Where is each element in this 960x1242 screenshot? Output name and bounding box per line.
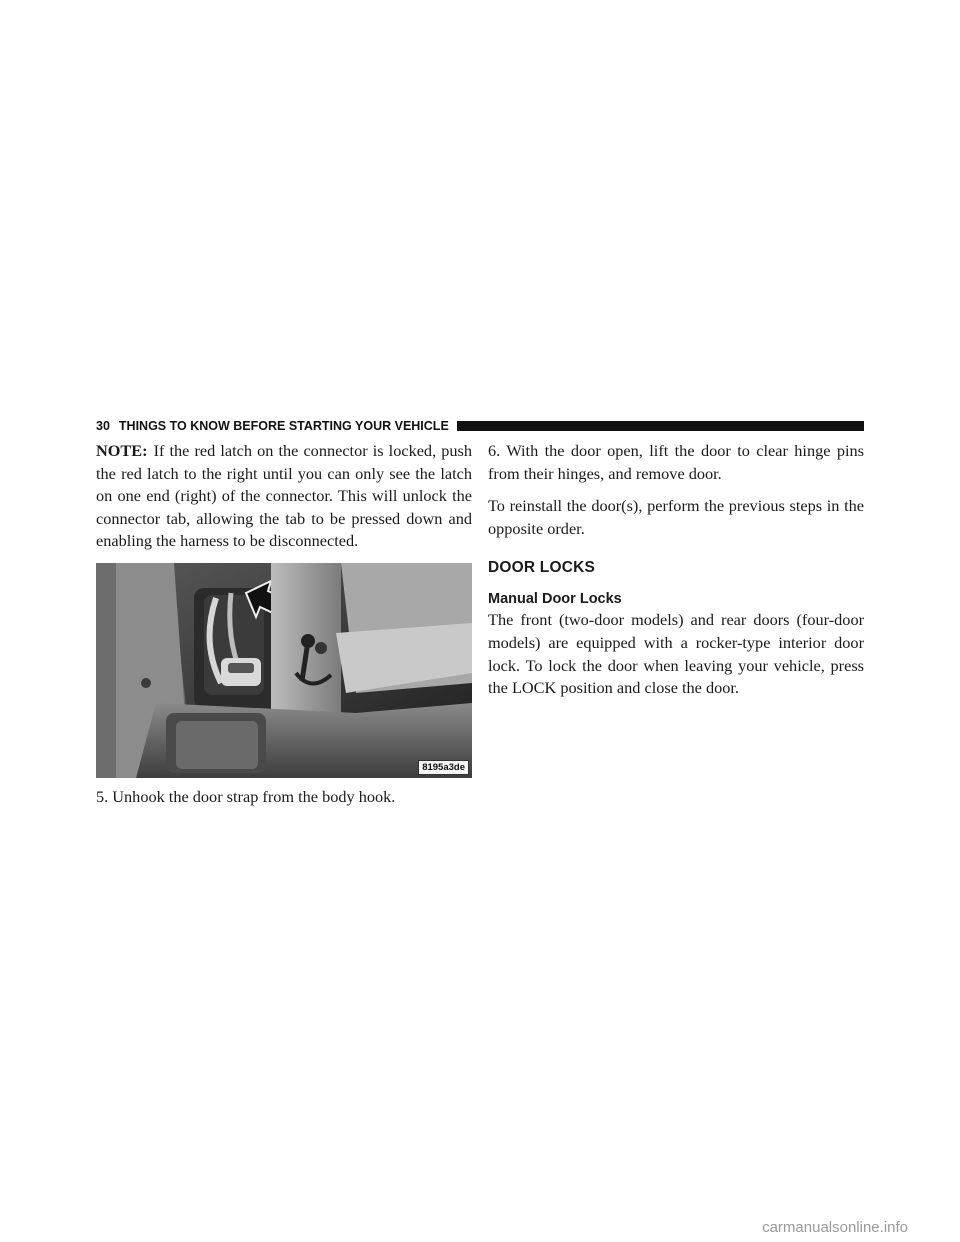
header-rule: [457, 421, 864, 431]
connector-photo-image: [96, 563, 472, 778]
note-text: If the red latch on the connector is locked, push the red latch to the right until you can only see the latch on one end (right) of the connector. This will unlock the connector tab, allowing the tab to be pressed down and enabling the harness to be disconnected.: [96, 441, 472, 551]
section-title: THINGS TO KNOW BEFORE STARTING YOUR VEHICLE: [118, 419, 449, 433]
subsection-heading: Manual Door Locks: [488, 591, 622, 608]
step-6: 6. With the door open, lift the door to clear hinge pins from their hinges, and remove door.: [488, 441, 864, 483]
page-header: [96, 418, 864, 434]
note-label: NOTE:: [96, 441, 148, 460]
step-5: 5. Unhook the door strap from the body hook.: [96, 786, 396, 806]
reinstall-paragraph: To reinstall the door(s), perform the previous steps in the opposite order.: [488, 496, 864, 538]
left-column: [96, 440, 472, 819]
right-column: [488, 440, 864, 710]
connector-photo: [96, 563, 472, 778]
figure-code: 8195a3de: [418, 760, 469, 775]
page-number: 30: [96, 419, 110, 433]
section-heading: DOOR LOCKS: [488, 559, 596, 577]
watermark: carmanualsonline.info: [762, 1219, 908, 1236]
door-locks-paragraph: The front (two-door models) and rear doors (four-door models) are equipped with a rocker-type interior door lock. To lock the door when leaving your vehicle, press the LOCK position and close the door.: [488, 610, 864, 698]
note-paragraph: [96, 440, 472, 553]
